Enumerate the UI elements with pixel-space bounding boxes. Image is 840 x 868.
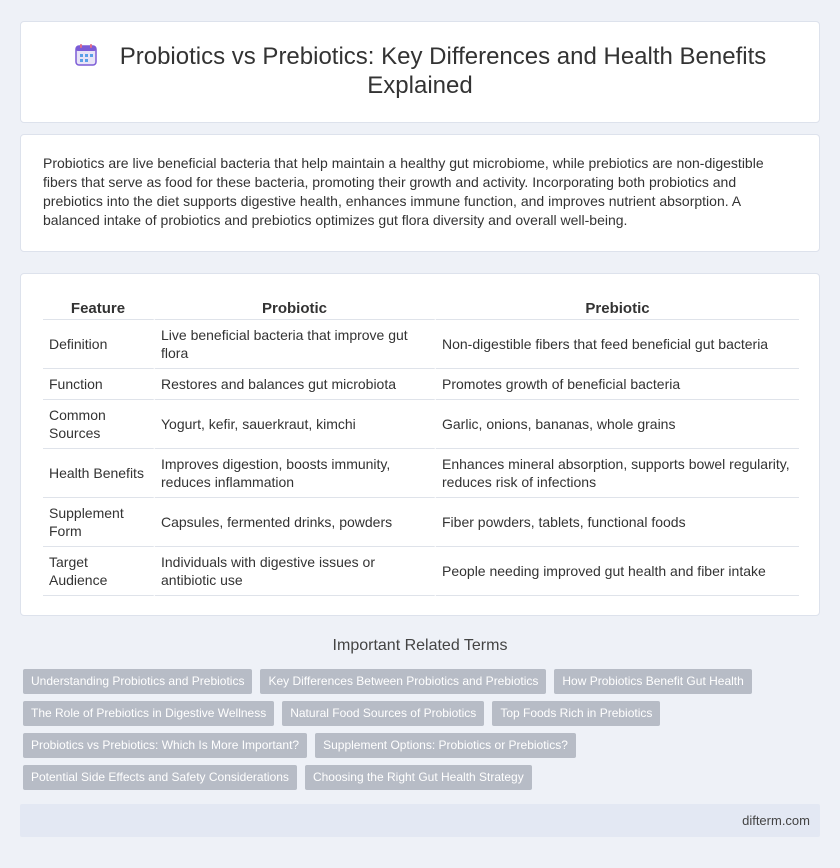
tag-row [23,669,823,694]
footer [20,804,820,837]
header-feature: Feature [43,295,155,320]
row-prebiotic: Promotes growth of beneficial bacteria [436,369,799,400]
tag-row [23,733,823,758]
row-feature: Supplement Form [43,498,155,547]
page-title-wrap [61,42,779,100]
row-probiotic: Individuals with digestive issues or antibiotic use [155,547,436,596]
table-row [43,400,799,449]
related-terms-list [23,669,823,797]
related-term-tag[interactable]: Understanding Probiotics and Prebiotics [23,669,252,694]
row-feature: Function [43,369,155,400]
related-term-tag[interactable]: Top Foods Rich in Prebiotics [492,701,660,726]
header-card [20,21,820,123]
tag-row [23,701,823,726]
page-title: Probiotics vs Prebiotics: Key Differences and Health Benefits Explained [119,43,767,99]
related-term-tag[interactable]: The Role of Prebiotics in Digestive Wellness [23,701,274,726]
row-probiotic: Live beneficial bacteria that improve gut flora [155,320,436,369]
table-row [43,498,799,547]
related-term-tag[interactable]: Natural Food Sources of Probiotics [282,701,484,726]
row-feature: Common Sources [43,400,155,449]
table-row [43,547,799,596]
related-term-tag[interactable]: Supplement Options: Probiotics or Prebiotics? [315,733,576,758]
table-row [43,320,799,369]
row-probiotic: Improves digestion, boosts immunity, reduces inflammation [155,449,436,498]
related-term-tag[interactable]: Probiotics vs Prebiotics: Which Is More Important? [23,733,307,758]
table-row [43,369,799,400]
header-prebiotic: Prebiotic [436,295,799,320]
row-probiotic: Capsules, fermented drinks, powders [155,498,436,547]
related-term-tag[interactable]: How Probiotics Benefit Gut Health [554,669,751,694]
header-probiotic: Probiotic [155,295,436,320]
footer-site-link[interactable]: difterm.com [742,813,810,828]
row-probiotic: Yogurt, kefir, sauerkraut, kimchi [155,400,436,449]
row-probiotic: Restores and balances gut microbiota [155,369,436,400]
row-feature: Health Benefits [43,449,155,498]
calendar-icon [74,43,98,67]
related-terms-title: Important Related Terms [332,637,508,654]
row-feature: Target Audience [43,547,155,596]
row-prebiotic: People needing improved gut health and fiber intake [436,547,799,596]
row-feature: Definition [43,320,155,369]
intro-text: Probiotics are live beneficial bacteria that help maintain a healthy gut microbiome, while prebiotics are non-digestible fibers that serve as food for these bacteria, promoting their growth and activity. Incorporating both probiotics and prebiotics into the diet supports digestive health, enhances immune function, and improves nutrient absorption. A balanced intake of probiotics and prebiotics optimizes gut flora diversity and overall well-being. [43,155,764,228]
table-row [43,449,799,498]
comparison-table [43,295,799,596]
row-prebiotic: Non-digestible fibers that feed beneficial gut bacteria [436,320,799,369]
related-term-tag[interactable]: Choosing the Right Gut Health Strategy [305,765,532,790]
row-prebiotic: Enhances mineral absorption, supports bowel regularity, reduces risk of infections [436,449,799,498]
row-prebiotic: Fiber powders, tablets, functional foods [436,498,799,547]
related-term-tag[interactable]: Potential Side Effects and Safety Considerations [23,765,297,790]
intro-card [20,134,820,252]
row-prebiotic: Garlic, onions, bananas, whole grains [436,400,799,449]
tag-row [23,765,823,790]
comparison-card [20,273,820,616]
table-header-row [43,295,799,320]
related-term-tag[interactable]: Key Differences Between Probiotics and Prebiotics [260,669,546,694]
